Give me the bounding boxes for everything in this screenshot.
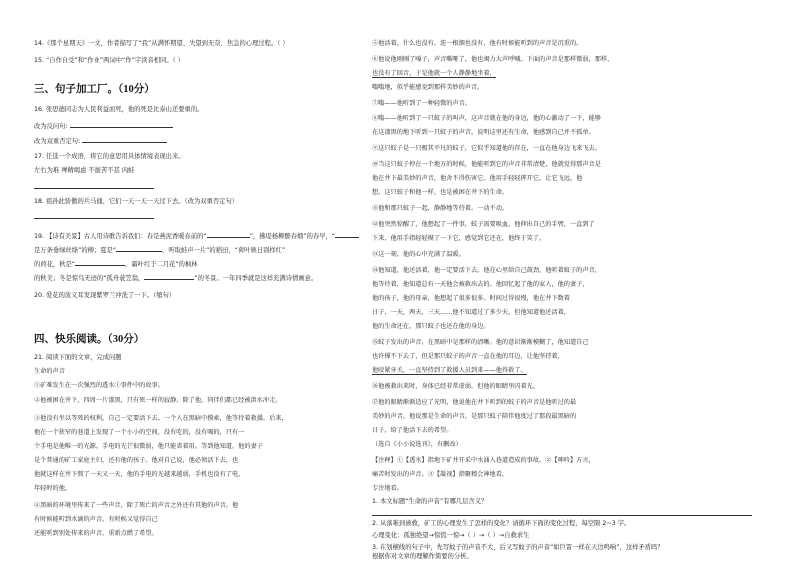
question-19-line-4 xyxy=(34,273,317,283)
q19-text-5: 的荷花，秋是“ xyxy=(34,261,76,268)
q16-rhetorical-text: 改为反问句: xyxy=(34,123,68,130)
question-19-line-1 xyxy=(34,231,359,241)
question-19-line-3 xyxy=(34,259,198,269)
paragraph-5: ⑤他活着，什么也没有，连一根烟也没有，他有时候能听到的声音是沉重的。 xyxy=(372,40,583,47)
paragraph-17-line-1: ⑰他的眼睛渐渐适应了光明，他说他在井下听到的蚊子的声音是他听过的最 xyxy=(372,399,577,406)
paragraph-8-line-2: 在这漆黑的地下听到一只蚊子的声音，说明这里还有生命，他感到自己并不孤单。 xyxy=(372,129,595,136)
sub-question-3-line-1: 3. 在划横线的句子中，先写蚊子的声音不大，后又写蚊子的声音“如巨雷一样在天边鸣响”，这样矛盾吗？ xyxy=(372,544,664,551)
sub-question-1: 1. 本文标题“生命的声音”有哪几层含义？ xyxy=(372,498,488,505)
paragraph-3-line-1: ③他没有坐以等死的权利，自己一定要活下去。一个人在黑暗中摸索，他等待着救援。后来， xyxy=(34,415,288,422)
paragraph-14-line-2: 他等待着，他知道总有一天他会被救出去的。他回忆起了他的家人，他的妻子， xyxy=(372,281,589,288)
q19-blank-3[interactable] xyxy=(116,245,162,252)
paragraph-16: ⑯他被救出来时，身体已经非常虚弱，但他的眼睛里闪着光。 xyxy=(372,383,540,390)
sub-question-2-chain: 心理变化：孤独绝望→惊慌一惊→（ ）→（ ）→自救求生 xyxy=(372,532,530,539)
paragraph-3-line-2: 他在一个狭窄的巷道上发现了一个小小的空间，没有吃的，没有喝的，只有一 xyxy=(34,429,245,436)
section-4-title: 四、快乐阅读。（30分） xyxy=(34,334,145,345)
question-16: 16. 张思德同志为人民利益而死，他的死是比泰山还要重的。 xyxy=(34,106,204,113)
question-15: 15. “自作自受”和“作业”两词中“作”字读音相同。（ ） xyxy=(34,57,185,64)
question-21: 21. 阅读下面的文章，完成问题 xyxy=(34,354,122,361)
q19-text-4: ，听取蛙声一片”的稻田，“荷叶映日别样红” xyxy=(162,247,286,254)
source-note: （选自《小小说选刊》，有删改） xyxy=(372,441,462,448)
paragraph-4-line-1: ④黑暗的环境里传来了一些声音，除了死亡的声音之外还有其他的声音，他 xyxy=(34,502,239,509)
question-20: 20. 爱花的波义耳发现紫罗兰冲洗了一下。（缩句） xyxy=(34,292,176,299)
notes-line-3: 专注地看。 xyxy=(372,485,403,492)
story-title: 生命的声音 xyxy=(34,368,65,375)
paragraph-15-line-3 xyxy=(372,367,527,375)
paragraph-14-line-3: 他的孩子，他的母亲，他想起了很多很多。时间过得很慢，他在井下数着 xyxy=(372,295,570,302)
q19-text-7: 的秋美；冬是惊鸟无迹的“孤舟蓑笠翁， xyxy=(34,275,145,282)
paragraph-7: ⑦嗡——他听到了一种轻微的声音。 xyxy=(372,100,471,107)
sub-question-3-line-2: 根据你对文章的理解作简要的分析。 xyxy=(372,553,473,560)
paragraph-13: ⑬这一刻，他的心中充满了温暖。 xyxy=(372,251,465,258)
paragraph-6-line-1: ⑥他说他刚刚了嗓子，声音嘶哑了，他也竭力大声呼喊。下面的声音是那样微弱，那样， xyxy=(372,56,614,63)
paragraph-8-line-1: ⑧嗡——他听到了一只蚊子的叫声，这声音就在他的身边，他的心激动了一下，能够 xyxy=(372,115,601,122)
paragraph-11: ⑪他和那只蚊子一起，静静地等待着。一动不动。 xyxy=(372,205,509,212)
paragraph-12-line-2: 下来，他用手指轻轻摸了一下它，感觉到它还在，他终于笑了。 xyxy=(372,235,546,242)
q19-blank-1[interactable] xyxy=(207,231,250,238)
paragraph-12-line-1: ⑫他突然惊醒了，他想起了一件事，蚊子需要吸血，他伸出自己的手臂，一直到了 xyxy=(372,221,595,228)
paragraph-4-line-3: 还能听到别处传来的声音，重新点燃了希望。 xyxy=(34,530,158,537)
paragraph-10-line-3: 想，这只蚊子和他一样，也是被困在井下的生命。 xyxy=(372,189,509,196)
paragraph-10-line-2: 他在井下最美妙的声音，他舍不得伤害它。他用手轻轻挥开它，让它飞远，他 xyxy=(372,175,583,182)
question-17: 17. 任选一个成语，将它的意思用具体情境表现出来。 xyxy=(34,153,185,160)
sub-question-1-answer-line[interactable] xyxy=(372,515,752,516)
underlined-sentence-2: 他咬紧牙关，一直坚持到了救援人员到来——他得救了。 xyxy=(372,367,527,374)
q19-blank-5[interactable] xyxy=(144,273,194,280)
q19-blank-4[interactable] xyxy=(75,259,125,266)
paragraph-14-line-1: ⑭他知道，他还活着，他一定要活下去。他在心里给自己鼓劲，他听着蚊子的声音， xyxy=(372,267,601,274)
q17-answer-line[interactable] xyxy=(34,188,154,189)
paragraph-9: ⑨这只蚊子是一只极其平凡的蚊子，它似乎知道他的存在，一直在他身边飞来飞去。 xyxy=(372,145,601,152)
paragraph-1: ①矿难发生在一次强烈的透水①事件中的故事。 xyxy=(34,382,164,389)
paragraph-6-line-2 xyxy=(372,70,496,78)
q16-rhetorical-blank[interactable] xyxy=(70,121,173,128)
underlined-sentence-1: 也没有了回音，于是他就一个人静静地坐着， xyxy=(372,70,496,77)
paragraph-6-line-3: 嗡嗡地，似乎能感觉到那样美妙的声音。 xyxy=(372,84,484,91)
paragraph-3-line-6: 年轻时的他， xyxy=(34,485,72,492)
paragraph-14-line-5: 他的生命还在，那只蚊子也还在他的身边。 xyxy=(372,323,490,330)
q19-text-3: 是万条垂绿丝绦”的柳；夏是“ xyxy=(34,247,117,254)
q16-double-negative-text: 改为双重否定句: xyxy=(34,138,81,145)
q17-idioms: 左右为难 殚精竭虑 不拔苦不甚 肉蛙 xyxy=(34,167,135,174)
q16-double-negative-label xyxy=(34,136,167,146)
notes-line-1: 【注释】①【透水】指地下矿井开采中水涌入巷道造成的事故。②【呻吟】方言， xyxy=(372,457,595,464)
q19-text-1: 19. 【诗有美景】古人用诗歌告诉我们：春是燕泥香暖春前的“ xyxy=(34,233,207,240)
paragraph-17-line-3: 日子，给了他活下去的希望。 xyxy=(372,427,453,434)
paragraph-10-line-1: ⑩当这只蚊子停在一个地方的时候，他能听到它的声音非常清楚，他就觉得那声音是 xyxy=(372,161,601,168)
paragraph-15-line-2: 也许撑不下去了，但是那只蚊子的声音一直在他的耳边，让他坚持着， xyxy=(372,353,564,360)
q18-answer-line[interactable] xyxy=(34,218,154,219)
paragraph-17-line-2: 美妙的声音，他说那是生命的声音，是那只蚊子陪伴他度过了那段最黑暗的 xyxy=(372,413,577,420)
paragraph-4-line-2: 有时候能听到水滴的声音，有时候又觉得自己 xyxy=(34,516,158,523)
sub-question-2: 2. 从落难到被救，矿工的心理发生了怎样的变化？请循环下面的变化过程，每空限 2~3 字。 xyxy=(372,520,631,527)
paragraph-3-line-4: 是个普通的矿工家庭主妇，还有他的孩子。他对自己说，他必须活下去，也 xyxy=(34,457,239,464)
question-14: 14.《那个星期天》一文，作者描写了“我”从满怀期望、失望到无奈、焦急的心理过程。（ ） xyxy=(34,40,289,47)
q19-text-6: ，霜叶红于二月花”的枫林 xyxy=(125,261,198,268)
paragraph-2: ②他被困在井下，四周一片漆黑，只有死一样的寂静。除了他，同伴们都已经被洪水冲走。 xyxy=(34,397,282,404)
paragraph-15-line-1: ⑮蚊子发出的声音，在黑暗中是那样的清晰。他的意识渐渐模糊了，他知道自己 xyxy=(372,339,589,346)
notes-line-2: 痛苦时发出的声音。③【凝视】指聚精会神地看， xyxy=(372,471,509,478)
q19-text-2: ”，拂堤杨柳醉春烟”的春早，“ xyxy=(249,233,336,240)
paragraph-3-line-5: 他就这样在井下熬了一天又一天，他的手电的光越来越弱，手机也没有了电， xyxy=(34,471,245,478)
paragraph-3-line-3: 个手电是他唯一的光源。手电的光芒很微弱，他只能省着用。等到他知道，他的妻子 xyxy=(34,443,263,450)
paragraph-14-line-4: 日子，一天，两天，三天……他不知道过了多少天，但他知道他还活着， xyxy=(372,309,570,316)
q19-blank-2[interactable] xyxy=(335,231,359,238)
question-18: 18. 祖孙此骄傲的兵马俑，它们一天一天一天过下去。（改为双重否定句） xyxy=(34,198,239,205)
q19-text-8: ”的冬景。一年四季就是这样充满诗情画意。 xyxy=(194,275,318,282)
q16-double-negative-blank[interactable] xyxy=(82,136,167,143)
q16-rhetorical-label xyxy=(34,121,173,131)
section-3-title: 三、句子加工厂。（10分） xyxy=(34,84,155,95)
question-19-line-2 xyxy=(34,245,285,255)
